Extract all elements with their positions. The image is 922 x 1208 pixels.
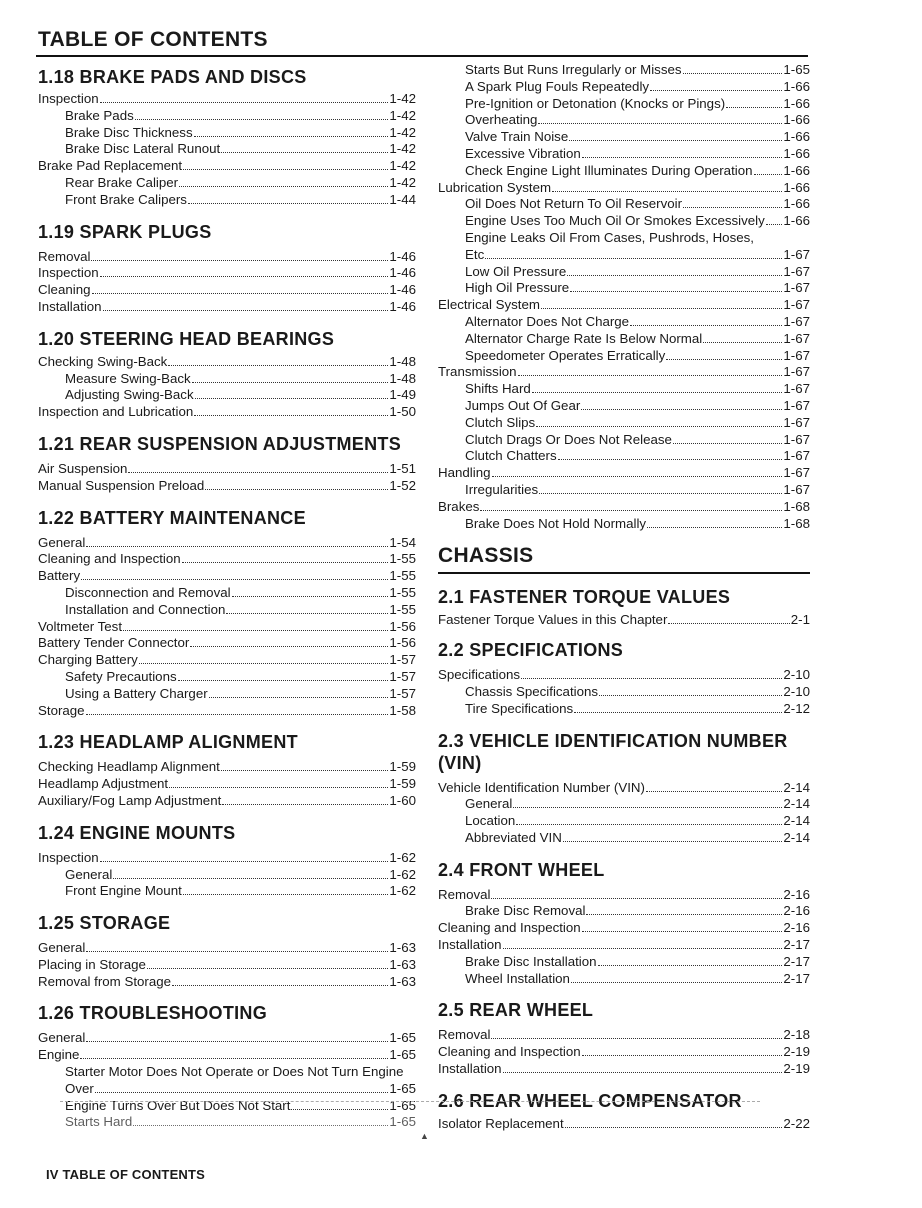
section-entries-2-1	[438, 612, 810, 629]
toc-entry[interactable]: Specifications 2-10	[438, 667, 810, 683]
section-entries-2-3	[438, 780, 810, 847]
toc-entry[interactable]: Pre-Ignition or Detonation (Knocks or Pings) 1-66	[465, 95, 810, 111]
toc-entry[interactable]: Inspection and Lubrication 1-50	[38, 404, 416, 420]
toc-entry[interactable]: Location 2-14	[465, 813, 810, 829]
toc-entry[interactable]: Placing in Storage 1-63	[38, 956, 416, 972]
section-entries-2-6	[438, 1116, 810, 1133]
section-entries-1-20	[38, 354, 416, 421]
toc-entry[interactable]: General 2-14	[465, 796, 810, 812]
toc-entry[interactable]: Inspection 1-62	[38, 849, 416, 865]
toc-entry[interactable]: Alternator Does Not Charge 1-67	[465, 313, 810, 329]
toc-entry[interactable]: Alternator Charge Rate Is Below Normal 1-67	[465, 330, 810, 346]
toc-entry[interactable]: Checking Swing-Back 1-48	[38, 353, 416, 369]
section-heading-2-3: 2.3 VEHICLE IDENTIFICATION NUMBER (VIN)	[438, 730, 788, 773]
chassis-rule	[438, 572, 810, 574]
toc-entry[interactable]: Cleaning and Inspection 2-19	[438, 1044, 810, 1060]
toc-entry[interactable]: Fastener Torque Values in this Chapter 2-1	[438, 612, 810, 628]
toc-entry[interactable]: Brake Pads 1-42	[65, 107, 416, 123]
section-entries-1-26	[38, 1030, 416, 1131]
section-heading-1-18: 1.18 BRAKE PADS AND DISCS	[38, 67, 307, 87]
toc-entry[interactable]: Vehicle Identification Number (VIN) 2-14	[438, 779, 810, 795]
chassis-heading: CHASSIS	[438, 544, 534, 568]
toc-entry[interactable]: Engine Uses Too Much Oil Or Smokes Excessively 1-66	[465, 213, 810, 229]
toc-entry[interactable]: Using a Battery Charger 1-57	[65, 685, 416, 701]
toc-entry[interactable]: Jumps Out Of Gear 1-67	[465, 397, 810, 413]
toc-entry[interactable]: Voltmeter Test 1-56	[38, 618, 416, 634]
toc-entry[interactable]: A Spark Plug Fouls Repeatedly 1-66	[465, 78, 810, 94]
left-column	[38, 62, 416, 1131]
toc-entry[interactable]: Check Engine Light Illuminates During Operation 1-66	[465, 162, 810, 178]
section-heading-1-21: 1.21 REAR SUSPENSION ADJUSTMENTS	[38, 433, 402, 454]
scan-artifact-line	[60, 1101, 760, 1102]
toc-entry[interactable]: Oil Does Not Return To Oil Reservoir 1-66	[465, 196, 810, 212]
toc-entry[interactable]: Disconnection and Removal 1-55	[65, 584, 416, 600]
toc-entry[interactable]: Chassis Specifications 2-10	[465, 683, 810, 699]
toc-entry[interactable]: Lubrication System 1-66	[438, 179, 810, 195]
toc-entry[interactable]: Tire Specifications 2-12	[465, 700, 810, 716]
section-entries-1-23	[38, 759, 416, 809]
toc-entry[interactable]: Rear Brake Caliper 1-42	[65, 174, 416, 190]
toc-entry[interactable]: Storage 1-58	[38, 702, 416, 718]
toc-entry[interactable]: Brake Disc Lateral Runout 1-42	[65, 141, 416, 157]
toc-entry[interactable]: Isolator Replacement 2-22	[438, 1115, 810, 1131]
toc-entry[interactable]: Installation 1-46	[38, 298, 416, 314]
scan-speck: ▲	[420, 1131, 429, 1141]
section-heading-1-19: 1.19 SPARK PLUGS	[38, 221, 212, 242]
toc-entry[interactable]: General 1-62	[65, 866, 416, 882]
toc-entry[interactable]: Installation 2-17	[438, 937, 810, 953]
toc-entry[interactable]: Front Engine Mount 1-62	[65, 883, 416, 899]
section-heading-2-2: 2.2 SPECIFICATIONS	[438, 640, 624, 661]
toc-entry[interactable]: Brake Pad Replacement 1-42	[38, 158, 416, 174]
page-footer: IV TABLE OF CONTENTS	[46, 1167, 206, 1182]
toc-entry[interactable]: Inspection 1-42	[38, 91, 416, 106]
toc-entry[interactable]: Manual Suspension Preload 1-52	[38, 477, 416, 493]
section-heading-1-26: 1.26 TROUBLESHOOTING	[38, 1003, 268, 1024]
section-heading-1-23: 1.23 HEADLAMP ALIGNMENT	[38, 732, 298, 753]
toc-entry[interactable]: Removal 2-18	[438, 1027, 810, 1043]
toc-entry[interactable]: Brakes 1-68	[438, 498, 810, 514]
toc-entry[interactable]: Brake Disc Thickness 1-42	[65, 124, 416, 140]
toc-entry[interactable]: Headlamp Adjustment 1-59	[38, 776, 416, 792]
section-heading-2-5: 2.5 REAR WHEEL	[438, 1000, 594, 1021]
toc-entry-wrap-line[interactable]: Engine Leaks Oil From Cases, Pushrods, Hoses,	[465, 229, 754, 245]
toc-entry[interactable]: Auxiliary/Fog Lamp Adjustment 1-60	[38, 792, 416, 808]
right-column	[438, 62, 810, 1133]
toc-entry[interactable]: Valve Train Noise 1-66	[465, 129, 810, 145]
toc-entry[interactable]: Battery 1-55	[38, 568, 416, 584]
section-heading-2-6: 2.6 REAR WHEEL COMPENSATOR	[438, 1090, 742, 1111]
section-entries-1-21	[38, 461, 416, 495]
toc-entry[interactable]: Engine Turns Over But Does Not Start 1-65	[65, 1097, 416, 1113]
toc-entry[interactable]: Irregularities 1-67	[465, 481, 810, 497]
section-entries-2-4	[438, 887, 810, 988]
toc-entry[interactable]: Adjusting Swing-Back 1-49	[65, 387, 416, 403]
toc-entry[interactable]: Clutch Chatters 1-67	[465, 448, 810, 464]
section-entries-1-22	[38, 535, 416, 720]
section-heading-1-24: 1.24 ENGINE MOUNTS	[38, 822, 236, 843]
toc-entry[interactable]: Safety Precautions 1-57	[65, 668, 416, 684]
toc-entry[interactable]: Brake Disc Installation 2-17	[465, 953, 810, 969]
toc-entry[interactable]: Cleaning and Inspection 2-16	[438, 920, 810, 936]
toc-entry[interactable]: Speedometer Operates Erratically 1-67	[465, 347, 810, 363]
toc-entry[interactable]: Air Suspension 1-51	[38, 460, 416, 476]
section-entries-1-18	[38, 91, 416, 209]
title-rule	[36, 55, 808, 57]
toc-entry[interactable]: General 1-54	[38, 534, 416, 550]
section-heading-2-1: 2.1 FASTENER TORQUE VALUES	[438, 587, 731, 608]
toc-entry[interactable]: Shifts Hard 1-67	[465, 381, 810, 397]
toc-entry[interactable]: Inspection 1-46	[38, 265, 416, 281]
toc-entry[interactable]: Battery Tender Connector 1-56	[38, 635, 416, 651]
toc-entry[interactable]: Handling 1-67	[438, 465, 810, 481]
toc-entry[interactable]: Measure Swing-Back 1-48	[65, 370, 416, 386]
section-heading-1-22: 1.22 BATTERY MAINTENANCE	[38, 507, 306, 528]
section-heading-1-25: 1.25 STORAGE	[38, 913, 171, 934]
troubleshooting-continued	[438, 62, 810, 532]
toc-entry[interactable]: Cleaning 1-46	[38, 282, 416, 298]
section-heading-2-4: 2.4 FRONT WHEEL	[438, 859, 605, 880]
toc-entry[interactable]: Overheating 1-66	[465, 112, 810, 128]
page-title: TABLE OF CONTENTS	[38, 28, 268, 51]
toc-entry[interactable]: Cleaning and Inspection 1-55	[38, 551, 416, 567]
toc-entry[interactable]: Low Oil Pressure 1-67	[465, 263, 810, 279]
toc-entry[interactable]: Front Brake Calipers 1-44	[65, 191, 416, 207]
toc-entry[interactable]: Removal 2-16	[438, 886, 810, 902]
toc-entry[interactable]: Excessive Vibration 1-66	[465, 145, 810, 161]
section-entries-1-19	[38, 249, 416, 316]
section-entries-2-2	[438, 667, 810, 717]
toc-entry[interactable]: Wheel Installation 2-17	[465, 970, 810, 986]
toc-entry[interactable]: Clutch Slips 1-67	[465, 414, 810, 430]
toc-entry[interactable]: Installation and Connection 1-55	[65, 601, 416, 617]
section-entries-1-25	[38, 940, 416, 990]
toc-entry[interactable]: Installation 2-19	[438, 1061, 810, 1077]
toc-entry[interactable]: Checking Headlamp Alignment 1-59	[38, 759, 416, 775]
toc-entry[interactable]: Charging Battery 1-57	[38, 652, 416, 668]
toc-entry[interactable]: General 1-65	[38, 1030, 416, 1046]
toc-entry[interactable]: High Oil Pressure 1-67	[465, 280, 810, 296]
toc-entry[interactable]: Transmission 1-67	[438, 364, 810, 380]
toc-entry[interactable]: Brake Does Not Hold Normally 1-68	[465, 515, 810, 531]
toc-entry[interactable]: Clutch Drags Or Does Not Release 1-67	[465, 431, 810, 447]
toc-entry[interactable]: Engine 1-65	[38, 1047, 416, 1063]
toc-entry[interactable]: Electrical System 1-67	[438, 297, 810, 313]
toc-entry[interactable]: Abbreviated VIN 2-14	[465, 829, 810, 845]
section-entries-1-24	[38, 850, 416, 900]
toc-entry[interactable]: Starts But Runs Irregularly or Misses 1-65	[465, 62, 810, 77]
toc-entry[interactable]: Removal from Storage 1-63	[38, 973, 416, 989]
section-entries-2-5	[438, 1027, 810, 1077]
toc-entry-wrap-line[interactable]: Starter Motor Does Not Operate or Does Not Turn Engine	[65, 1064, 404, 1080]
toc-entry[interactable]: Etc 1-67	[465, 246, 810, 262]
toc-entry[interactable]: Brake Disc Removal 2-16	[465, 903, 810, 919]
section-heading-1-20: 1.20 STEERING HEAD BEARINGS	[38, 328, 335, 349]
toc-entry[interactable]: Starts Hard 1-65	[65, 1114, 416, 1130]
toc-entry[interactable]: Removal 1-46	[38, 248, 416, 264]
toc-entry[interactable]: General 1-63	[38, 940, 416, 956]
toc-entry[interactable]: Over 1-65	[65, 1080, 416, 1096]
